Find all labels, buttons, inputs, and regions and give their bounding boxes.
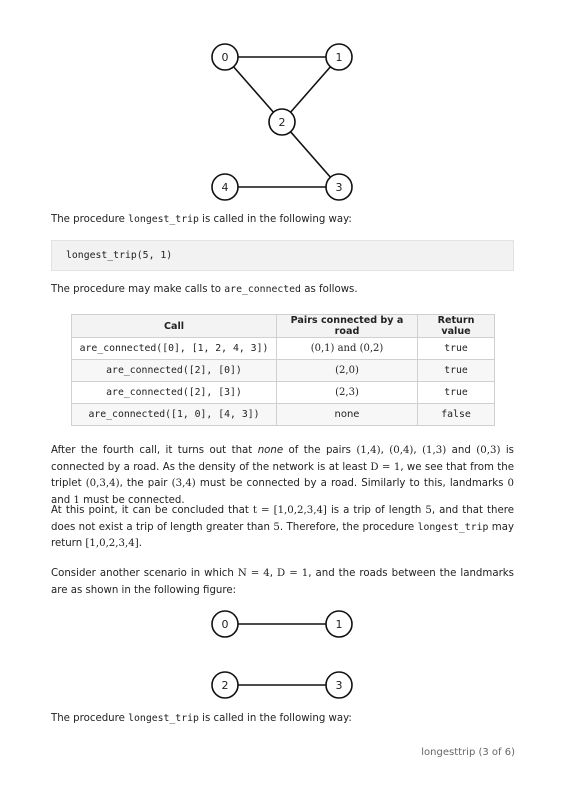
cell-pairs: (0,1) and (0,2) — [277, 338, 418, 360]
cell-call: are_connected([2], [3]) — [72, 382, 277, 404]
cell-call: are_connected([2], [0]) — [72, 360, 277, 382]
graph-figure-2 — [0, 605, 565, 705]
cell-return: false — [418, 404, 495, 426]
graph-node-1 — [326, 611, 352, 637]
column-header-return: Return value — [418, 315, 495, 338]
cell-return: true — [418, 360, 495, 382]
graph-node-3 — [326, 174, 352, 200]
cell-call: are_connected([0], [1, 2, 4, 3]) — [72, 338, 277, 360]
graph-node-4 — [212, 174, 238, 200]
svg-text:0: 0 — [221, 51, 229, 64]
cell-pairs: (2,3) — [277, 382, 418, 404]
table-header-row — [72, 315, 495, 338]
graph-node-0 — [212, 44, 238, 70]
calls-table — [71, 314, 495, 426]
cell-call: are_connected([1, 0], [4, 3]) — [72, 404, 277, 426]
scenario-paragraph: Consider another scenario in which N = 4, D = 1, and the roads between the landmarks are as shown in the following figure: — [51, 568, 514, 596]
svg-text:3: 3 — [335, 181, 343, 194]
conclusion-paragraph: At this point, it can be concluded that t = [1,0,2,3,4] is a trip of length 5, and that there does not exist a trip of length greater than 5. Therefore, the procedure longest_trip may return [1,0,2,3,4]. — [51, 505, 514, 550]
svg-text:1: 1 — [335, 51, 343, 64]
inline-code: longest_trip — [128, 713, 199, 724]
svg-text:1: 1 — [335, 618, 343, 631]
inline-code: longest_trip — [128, 214, 199, 225]
graph-node-3 — [326, 672, 352, 698]
cell-pairs: none — [277, 404, 418, 426]
graph-node-2 — [269, 109, 295, 135]
final-paragraph: The procedure longest_trip is called in the following way: — [51, 713, 352, 724]
table-row — [72, 404, 495, 426]
column-header-pairs: Pairs connected by a road — [277, 315, 418, 338]
graph-node-0 — [212, 611, 238, 637]
graph-node-1 — [326, 44, 352, 70]
cell-return: true — [418, 338, 495, 360]
svg-text:0: 0 — [221, 618, 229, 631]
column-header-call: Call — [72, 315, 277, 338]
cell-return: true — [418, 382, 495, 404]
intro-paragraph: The procedure longest_trip is called in the following way: — [51, 214, 352, 225]
inline-code: are_connected — [224, 284, 301, 295]
svg-text:4: 4 — [221, 181, 229, 194]
graph-figure-1 — [0, 0, 565, 205]
code-call: longest_trip(5, 1) — [66, 250, 173, 261]
graph-node-2 — [212, 672, 238, 698]
analysis-paragraph: After the fourth call, it turns out that none of the pairs (1,4), (0,4), (1,3) and (0,3) is connected by a road. As the density of the network is at least D = 1, we see that from the triplet (0,3,4), the pair (3,4) must be connected by a road. Similarly to this, landmarks 0 and 1 must be connected. — [51, 445, 515, 506]
page-footer: longesttrip (3 of 6) — [421, 747, 515, 758]
table-row — [72, 338, 495, 360]
cell-pairs: (2,0) — [277, 360, 418, 382]
table-row — [72, 360, 495, 382]
table-row — [72, 382, 495, 404]
calls-intro-paragraph: The procedure may make calls to are_connected as follows. — [51, 284, 358, 295]
inline-code: longest_trip — [417, 521, 489, 533]
code-block — [51, 240, 514, 271]
svg-text:3: 3 — [335, 679, 343, 692]
svg-text:2: 2 — [278, 116, 286, 129]
svg-text:2: 2 — [221, 679, 229, 692]
